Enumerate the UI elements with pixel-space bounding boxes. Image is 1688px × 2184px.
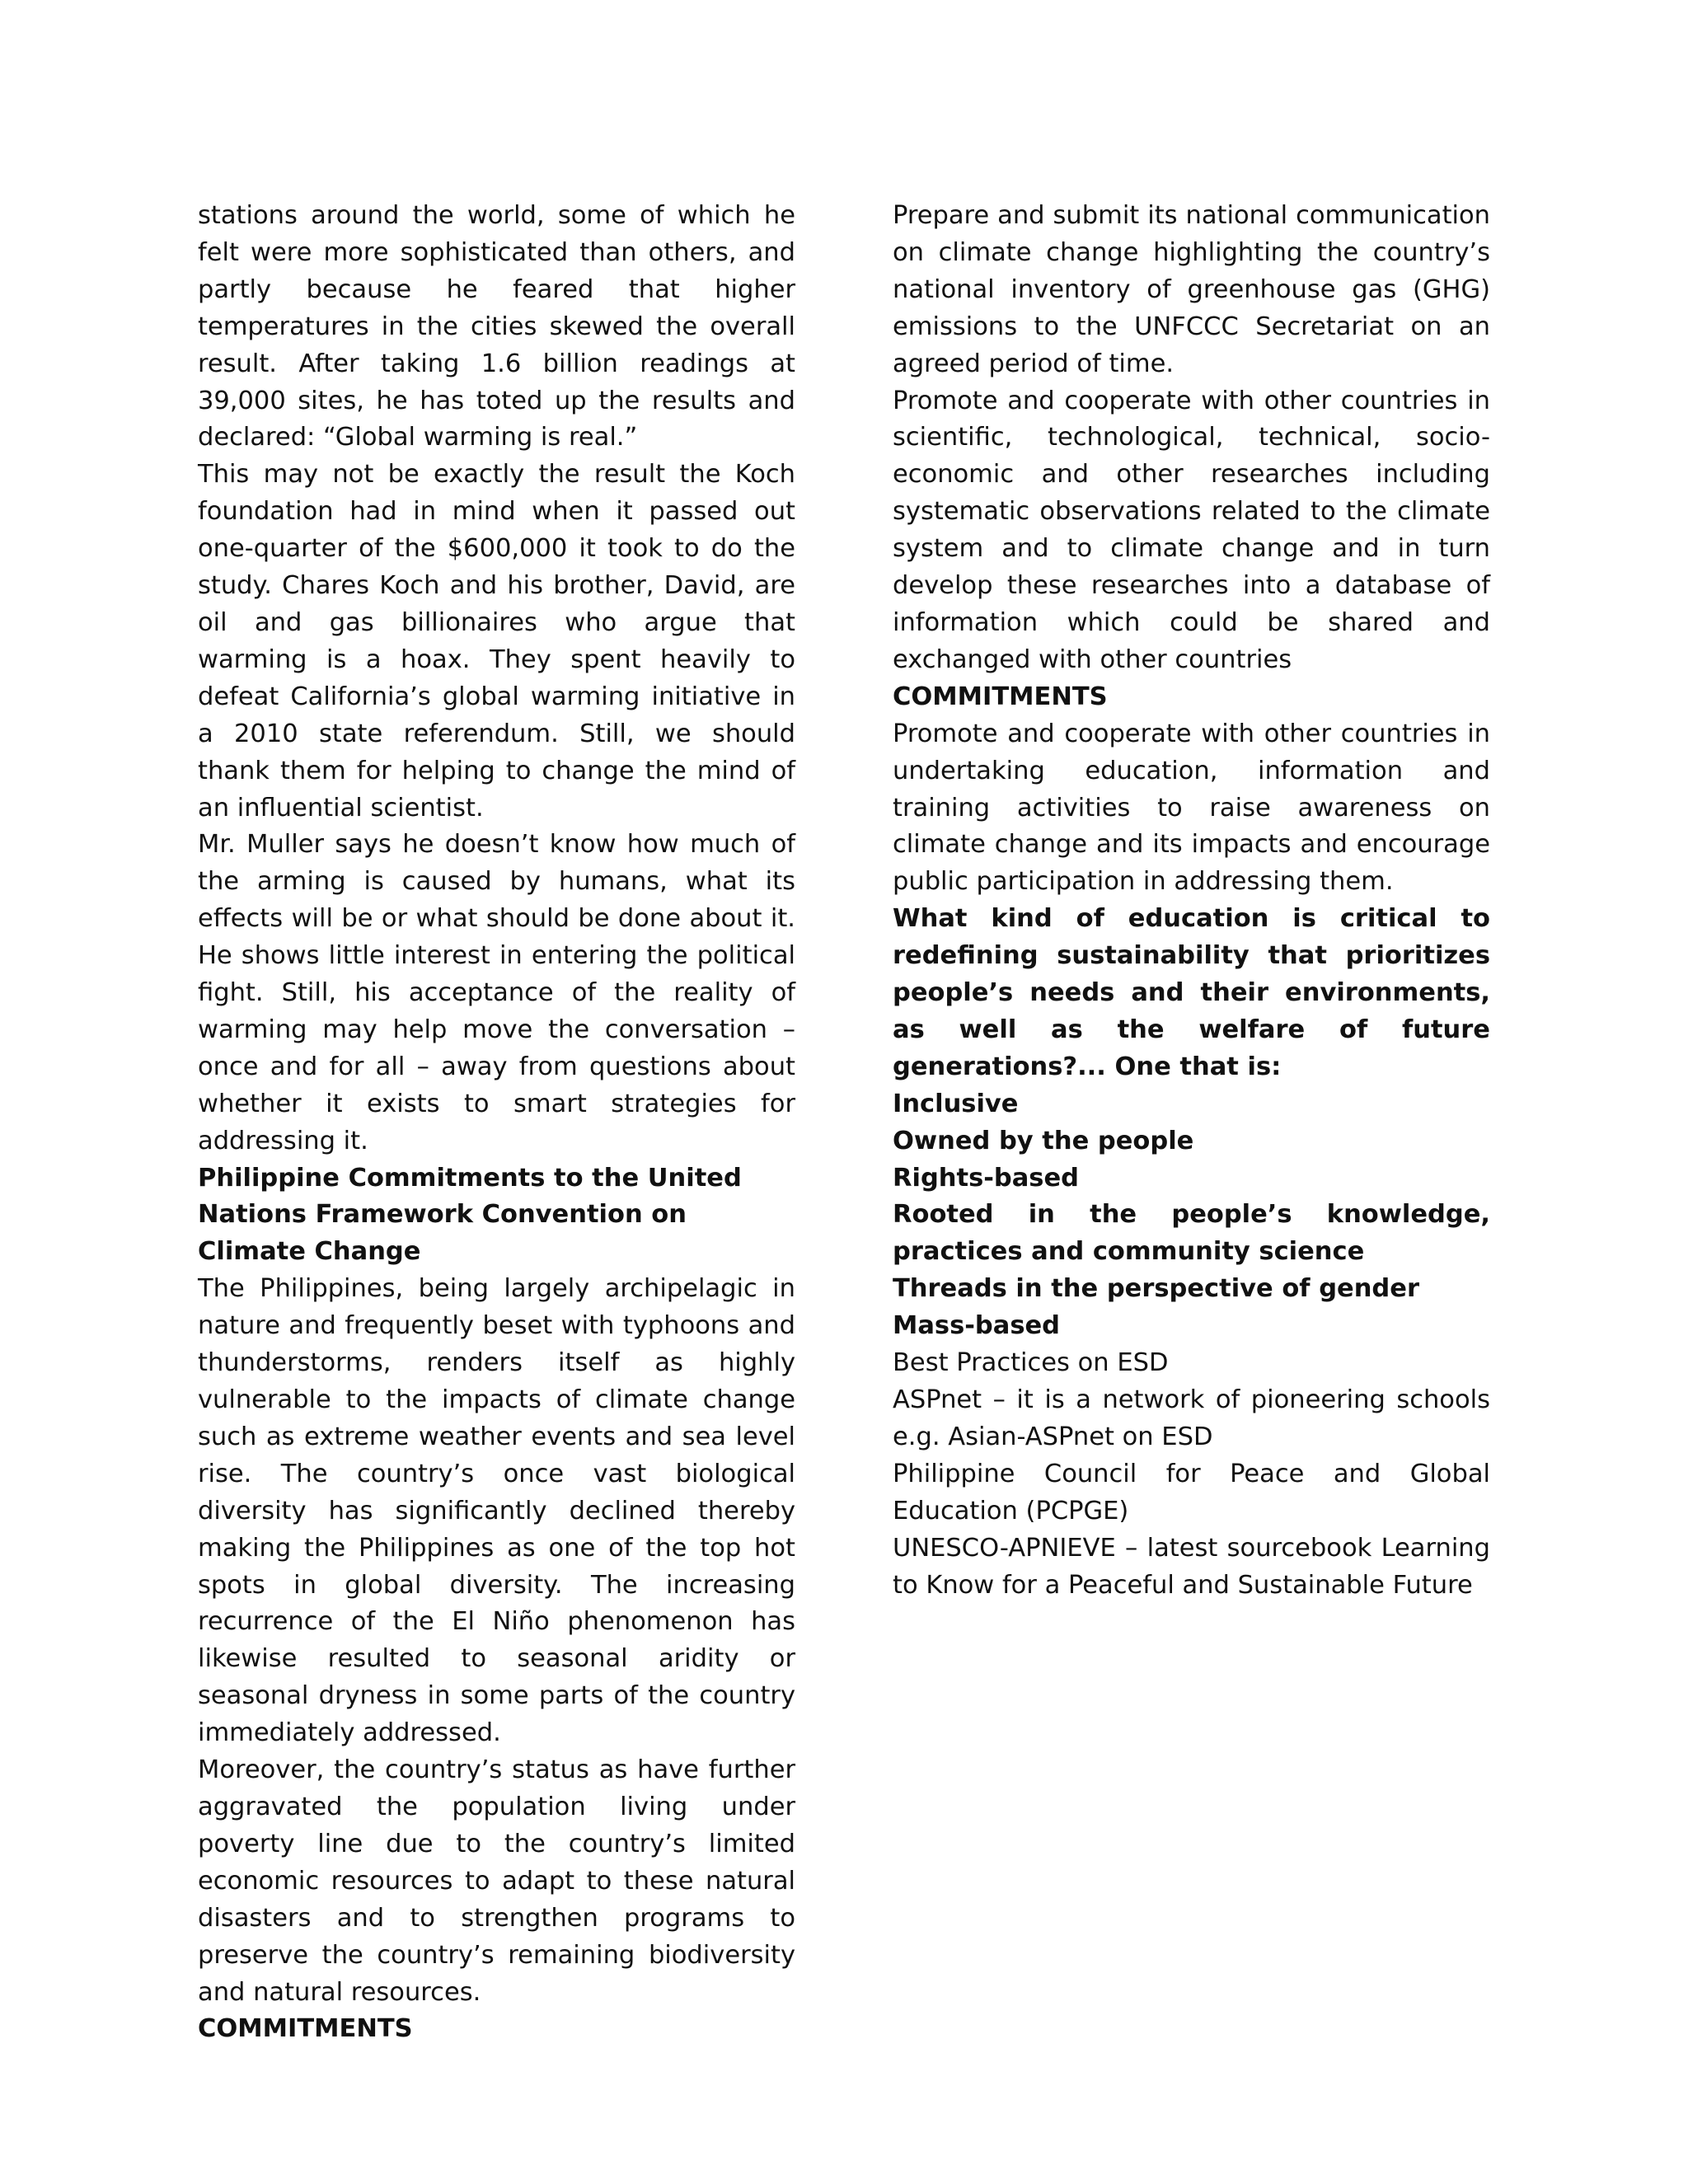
quality-rooted-knowledge: Rooted in the people’s knowledge, practices and community science: [893, 1200, 1490, 1267]
paragraph-global-warming-study: stations around the world, some of which he felt were more sophisticated than others, and partly because he feared that higher temperatures in the cities skewed the overall result. After taking 1.6 billion readings at 39,000 sites, he has toted up the results and declared: “Global warming is real.”: [198, 201, 795, 452]
best-practice-apnieve: UNESCO-APNIEVE – latest sourcebook Learning to Know for a Peaceful and Sustainable Future: [893, 1533, 1490, 1600]
best-practice-aspnet: ASPnet – it is a network of pioneering schools e.g. Asian-ASPnet on ESD: [893, 1385, 1490, 1451]
quality-inclusive: Inclusive: [893, 1089, 1019, 1118]
best-practice-pcpge: Philippine Council for Peace and Global Education (PCPGE): [893, 1459, 1490, 1526]
heading-philippine-commitments: Philippine Commitments to the United Nations Framework Convention on Climate Change: [198, 1163, 742, 1267]
heading-commitments-left: COMMITMENTS: [198, 2014, 413, 2044]
paragraph-education-cooperation: Promote and cooperate with other countries in undertaking education, information and training activities to raise awareness on climate change and its impacts and encourage public participation in addressing them.: [893, 719, 1490, 897]
paragraph-research-cooperation: Promote and cooperate with other countries in scientific, technological, technical, socio-economic and other researches including systematic observations related to the climate system and to climate change and in turn develop these researches into a database of information which could be shared and exchanged with other countries: [893, 386, 1490, 674]
paragraph-philippines-poverty: Moreover, the country’s status as have further aggravated the population living under poverty line due to the country’s limited economic resources to adapt to these natural disasters and to strengthen programs to preserve the country’s remaining biodiversity and natural resources.: [198, 1755, 795, 2007]
quality-rights-based: Rights-based: [893, 1163, 1079, 1193]
education-question: What kind of education is critical to redefining sustainability that prioritizes people’s needs and their environments, as well as the welfare of future generations?... One that is:: [893, 904, 1490, 1081]
paragraph-national-communication: Prepare and submit its national communication on climate change highlighting the country’s national inventory of greenhouse gas (GHG) emissions to the UNFCCC Secretariat on an agreed period of time.: [893, 201, 1490, 378]
best-practices-heading: Best Practices on ESD: [893, 1348, 1169, 1378]
quality-mass-based: Mass-based: [893, 1311, 1060, 1341]
left-column: [198, 198, 795, 2048]
quality-owned-by-people: Owned by the people: [893, 1126, 1194, 1155]
paragraph-philippines-vulnerability: The Philippines, being largely archipelagic in nature and frequently beset with typhoons and thunderstorms, renders itself as highly vulnerable to the impacts of climate change such as extreme weather events and sea level rise. The country’s once vast biological diversity has significantly declined thereby making the Philippines as one of the top hot spots in global diversity. The increasing recurrence of the El Niño phenomenon has likewise resulted to seasonal aridity or seasonal dryness in some parts of the country immediately addressed.: [198, 1274, 795, 1748]
paragraph-koch-foundation: This may not be exactly the result the Koch foundation had in mind when it passed out one-quarter of the $600,000 it took to do the study. Chares Koch and his brother, David, are oil and gas billionaires who argue that warming is a hoax. They spent heavily to defeat California’s global warming initiative in a 2010 state referendum. Still, we should thank them for helping to change the mind of an influential scientist.: [198, 460, 795, 823]
paragraph-muller-view: Mr. Muller says he doesn’t know how much of the arming is caused by humans, what its effects will be or what should be done about it. He shows little interest in entering the political fight. Still, his acceptance of the reality of warming may help move the conversation – once and for all – away from questions about whether it exists to smart strategies for addressing it.: [198, 830, 795, 1155]
right-column: [893, 198, 1490, 1604]
heading-commitments-right: COMMITMENTS: [893, 682, 1108, 711]
quality-gender-perspective: Threads in the perspective of gender: [893, 1274, 1419, 1304]
